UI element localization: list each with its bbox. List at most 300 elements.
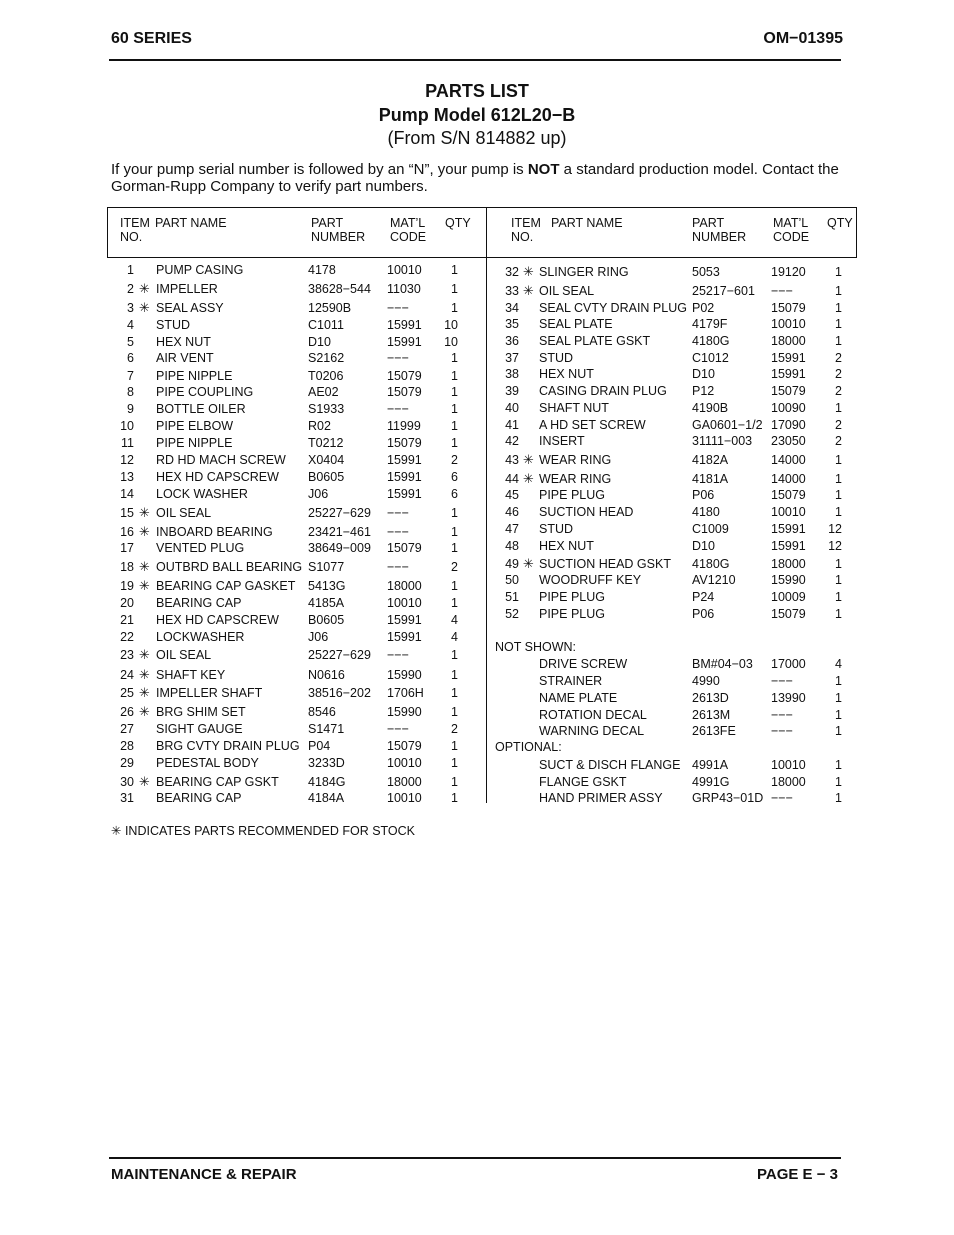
cell-name: HEX NUT [539, 539, 594, 553]
cell-qty: 1 [835, 573, 842, 587]
cell-item: 1 [127, 263, 134, 277]
cell-qty: 1 [451, 775, 458, 789]
cell-name: PIPE PLUG [539, 590, 605, 604]
cell-item: 27 [120, 722, 134, 736]
cell-qty: 2 [451, 560, 458, 574]
cell-code: 15990 [771, 573, 806, 587]
cell-name: HEX HD CAPSCREW [156, 613, 279, 627]
cell-code: 15991 [387, 453, 422, 467]
cell-name: SUCTION HEAD [539, 505, 634, 519]
cell-qty: 1 [451, 739, 458, 753]
cell-code: −−− [771, 724, 793, 738]
col-matl-code-right: MAT’L CODE [773, 216, 810, 244]
stock-note: ✳ INDICATES PARTS RECOMMENDED FOR STOCK [111, 824, 416, 838]
cell-qty: 1 [835, 334, 842, 348]
cell-item: 47 [505, 522, 519, 536]
cell-part: P04 [308, 739, 331, 753]
cell-part: D10 [692, 539, 715, 553]
cell-code: −−− [387, 648, 409, 662]
cell-qty: 1 [835, 758, 842, 772]
stock-star-icon: ✳ [139, 524, 150, 539]
cell-code: 13990 [771, 691, 806, 705]
cell-item: 24 [120, 668, 134, 682]
cell-part: 38628−544 [308, 282, 371, 296]
cell-name: HEX NUT [539, 367, 594, 381]
cell-code: 10090 [771, 401, 806, 415]
cell-code: 10009 [771, 590, 806, 604]
cell-code: 15991 [387, 470, 422, 484]
cell-item: 20 [120, 596, 134, 610]
cell-qty: 1 [835, 453, 842, 467]
cell-qty: 4 [451, 613, 458, 627]
cell-code: 15079 [771, 384, 806, 398]
cell-qty: 1 [451, 756, 458, 770]
cell-name: IMPELLER [156, 282, 218, 296]
cell-item: 3 [127, 301, 134, 315]
cell-qty: 1 [835, 505, 842, 519]
stock-star-icon: ✳ [139, 704, 150, 719]
cell-part: AE02 [308, 385, 339, 399]
cell-code: 17090 [771, 418, 806, 432]
cell-name: OIL SEAL [156, 648, 212, 662]
cell-name: STUD [156, 318, 191, 332]
cell-qty: 1 [835, 401, 842, 415]
cell-part: BM#04−03 [692, 657, 753, 671]
cell-name: SHAFT NUT [539, 401, 609, 415]
cell-qty: 2 [451, 453, 458, 467]
col-matl-code-left: MAT’L CODE [390, 216, 427, 244]
cell-code: 10010 [771, 758, 806, 772]
cell-code: −−− [387, 506, 409, 520]
stock-star-icon: ✳ [139, 281, 150, 296]
footer-rule [109, 1157, 841, 1159]
cell-part: P12 [692, 384, 715, 398]
cell-qty: 1 [835, 284, 842, 298]
col-part-number-left: PART NUMBER [311, 216, 366, 244]
cell-name: PIPE PLUG [539, 488, 605, 502]
cell-name: INBOARD BEARING [156, 525, 273, 539]
cell-name: PIPE NIPPLE [156, 369, 233, 383]
cell-code: 15079 [387, 369, 422, 383]
cell-code: 11030 [387, 282, 421, 296]
cell-part: 4185A [308, 596, 345, 610]
cell-name: ROTATION DECAL [539, 708, 647, 722]
cell-part: AV1210 [692, 573, 736, 587]
cell-qty: 1 [451, 525, 458, 539]
stock-star-icon: ✳ [139, 505, 150, 520]
cell-name: CASING DRAIN PLUG [539, 384, 667, 398]
cell-qty: 1 [451, 705, 458, 719]
cell-part: S1471 [308, 722, 345, 736]
cell-item: 17 [120, 541, 134, 555]
cell-code: 15991 [771, 522, 806, 536]
cell-item: 23 [120, 648, 134, 662]
cell-name: HAND PRIMER ASSY [539, 791, 663, 805]
cell-item: 52 [505, 607, 519, 621]
cell-qty: 1 [451, 596, 458, 610]
cell-name: INSERT [539, 434, 585, 448]
cell-code: −−− [387, 722, 409, 736]
stock-star-icon: ✳ [523, 264, 534, 279]
cell-name: STUD [539, 522, 574, 536]
cell-name: OIL SEAL [156, 506, 212, 520]
cell-code: 15079 [771, 488, 806, 502]
cell-item: 48 [505, 539, 519, 553]
cell-name: LOCKWASHER [156, 630, 245, 644]
cell-part: N0616 [308, 668, 345, 682]
cell-item: 34 [505, 301, 519, 315]
cell-item: 44 [505, 472, 519, 486]
optional-label: OPTIONAL: [495, 740, 562, 754]
cell-code: 18000 [771, 557, 806, 571]
cell-code: 10010 [387, 756, 422, 770]
cell-code: 15991 [387, 613, 422, 627]
cell-name: PIPE COUPLING [156, 385, 254, 399]
cell-part: GRP43−01D [692, 791, 764, 805]
cell-qty: 1 [835, 317, 842, 331]
cell-item: 7 [127, 369, 134, 383]
cell-code: 15991 [771, 367, 806, 381]
cell-code: −−− [387, 560, 409, 574]
cell-code: 15079 [387, 385, 422, 399]
header-divider [486, 207, 487, 258]
cell-part: C1011 [308, 318, 344, 332]
header-doc-number: OM−01395 [763, 30, 843, 47]
cell-qty: 4 [835, 657, 842, 671]
cell-part: 23421−461 [308, 525, 371, 539]
cell-qty: 1 [835, 691, 842, 705]
cell-part: 25217−601 [692, 284, 755, 298]
cell-name: BRG SHIM SET [156, 705, 246, 719]
cell-code: 15991 [387, 318, 422, 332]
cell-name: HEX HD CAPSCREW [156, 470, 279, 484]
cell-code: −−− [771, 284, 793, 298]
cell-code: −−− [387, 402, 409, 416]
cell-qty: 1 [835, 674, 842, 688]
cell-item: 51 [505, 590, 519, 604]
page-title: PARTS LIST [425, 81, 529, 101]
cell-qty: 1 [451, 351, 458, 365]
cell-item: 11 [121, 436, 134, 450]
cell-part: 38516−202 [308, 686, 371, 700]
cell-item: 43 [505, 453, 519, 467]
cell-item: 31 [120, 791, 134, 805]
cell-item: 37 [505, 351, 519, 365]
cell-part: 4990 [692, 674, 720, 688]
cell-qty: 10 [444, 335, 458, 349]
cell-qty: 1 [835, 791, 842, 805]
cell-name: SUCT & DISCH FLANGE [539, 758, 681, 772]
cell-part: 4179F [692, 317, 728, 331]
cell-code: 10010 [771, 505, 806, 519]
cell-code: 19120 [771, 265, 806, 279]
cell-part: S1933 [308, 402, 345, 416]
cell-name: LOCK WASHER [156, 487, 248, 501]
cell-part: R02 [308, 419, 331, 433]
footer-section: MAINTENANCE & REPAIR [111, 1166, 297, 1183]
stock-star-icon: ✳ [139, 300, 150, 315]
cell-part: 4991A [692, 758, 729, 772]
cell-code: 15991 [771, 351, 806, 365]
cell-part: 38649−009 [308, 541, 371, 555]
cell-qty: 1 [451, 402, 458, 416]
cell-code: 14000 [771, 453, 806, 467]
stock-star-icon: ✳ [523, 556, 534, 571]
cell-item: 36 [505, 334, 519, 348]
serial-range-title: (From S/N 814882 up) [387, 128, 567, 148]
cell-qty: 6 [451, 487, 458, 501]
cell-code: −−− [387, 351, 409, 365]
cell-qty: 12 [828, 522, 842, 536]
cell-item: 22 [120, 630, 134, 644]
cell-name: PIPE NIPPLE [156, 436, 233, 450]
stock-star-icon: ✳ [523, 471, 534, 486]
cell-part: P24 [692, 590, 715, 604]
cell-code: 14000 [771, 472, 806, 486]
cell-item: 4 [127, 318, 134, 332]
cell-part: C1009 [692, 522, 729, 536]
column-divider [486, 258, 487, 803]
cell-code: −−− [387, 525, 409, 539]
cell-qty: 1 [451, 579, 458, 593]
cell-part: 8546 [308, 705, 336, 719]
cell-qty: 1 [451, 436, 458, 450]
cell-part: B0605 [308, 613, 345, 627]
stock-star-icon: ✳ [139, 685, 150, 700]
cell-qty: 4 [451, 630, 458, 644]
stock-star-icon: ✳ [139, 559, 150, 574]
cell-name: SIGHT GAUGE [156, 722, 243, 736]
cell-qty: 1 [451, 686, 458, 700]
cell-item: 30 [120, 775, 134, 789]
cell-part: S1077 [308, 560, 345, 574]
cell-name: PEDESTAL BODY [156, 756, 259, 770]
cell-item: 13 [120, 470, 134, 484]
cell-part: 25227−629 [308, 648, 371, 662]
cell-item: 10 [120, 419, 134, 433]
col-item-right: ITEM NO. [511, 216, 541, 244]
cell-part: 4190B [692, 401, 729, 415]
cell-name: SEAL CVTY DRAIN PLUG [539, 301, 687, 315]
cell-name: RD HD MACH SCREW [156, 453, 286, 467]
cell-item: 14 [120, 487, 134, 501]
cell-qty: 1 [451, 668, 458, 682]
cell-part: X0404 [308, 453, 345, 467]
cell-qty: 6 [451, 470, 458, 484]
cell-item: 35 [505, 317, 519, 331]
cell-qty: 1 [451, 385, 458, 399]
cell-part: 12590B [308, 301, 352, 315]
cell-item: 33 [505, 284, 519, 298]
cell-name: SLINGER RING [539, 265, 629, 279]
cell-qty: 1 [451, 506, 458, 520]
cell-item: 5 [127, 335, 134, 349]
cell-part: P06 [692, 607, 715, 621]
cell-part: 4184A [308, 791, 345, 805]
cell-code: 15079 [387, 541, 422, 555]
cell-item: 32 [505, 265, 519, 279]
cell-code: −−− [771, 708, 793, 722]
cell-qty: 1 [451, 301, 458, 315]
cell-item: 40 [505, 401, 519, 415]
cell-code: 17000 [771, 657, 806, 671]
cell-qty: 10 [444, 318, 458, 332]
cell-code: 10010 [387, 596, 422, 610]
cell-name: BRG CVTY DRAIN PLUG [156, 739, 300, 753]
cell-qty: 1 [451, 541, 458, 555]
cell-part: 4181A [692, 472, 729, 486]
cell-part: 2613D [692, 691, 729, 705]
cell-part: 4991G [692, 775, 730, 789]
cell-name: PIPE PLUG [539, 607, 605, 621]
cell-item: 28 [120, 739, 134, 753]
parts-table-header [107, 207, 857, 258]
cell-code: 15079 [387, 436, 422, 450]
cell-name: PIPE ELBOW [156, 419, 234, 433]
cell-code: 15990 [387, 668, 422, 682]
cell-part: 25227−629 [308, 506, 371, 520]
cell-qty: 1 [451, 419, 458, 433]
cell-part: T0212 [308, 436, 344, 450]
cell-part: 4182A [692, 453, 729, 467]
cell-qty: 2 [835, 418, 842, 432]
cell-code: 1706H [387, 686, 424, 700]
header-series: 60 SERIES [111, 30, 192, 47]
cell-item: 45 [505, 488, 519, 502]
cell-code: 15991 [771, 539, 806, 553]
cell-qty: 1 [835, 488, 842, 502]
cell-item: 9 [127, 402, 134, 416]
cell-part: 2613M [692, 708, 731, 722]
col-qty-right: QTY [827, 216, 853, 230]
cell-item: 50 [505, 573, 519, 587]
cell-part: 3233D [308, 756, 345, 770]
cell-name: SUCTION HEAD GSKT [539, 557, 671, 571]
cell-part: 4180 [692, 505, 720, 519]
cell-part: 4180G [692, 334, 730, 348]
pump-model-title: Pump Model 612L20−B [378, 105, 576, 125]
col-qty-left: QTY [445, 216, 471, 230]
cell-code: 15079 [387, 739, 422, 753]
cell-qty: 12 [828, 539, 842, 553]
cell-name: SEAL PLATE GSKT [539, 334, 651, 348]
cell-name: SHAFT KEY [156, 668, 226, 682]
cell-item: 39 [505, 384, 519, 398]
cell-code: 15079 [771, 607, 806, 621]
cell-part: 2613FE [692, 724, 736, 738]
cell-code: 15990 [387, 705, 422, 719]
not-shown-label: NOT SHOWN: [495, 640, 577, 654]
cell-qty: 1 [835, 472, 842, 486]
cell-part: 31111−003 [692, 434, 753, 448]
cell-qty: 1 [451, 369, 458, 383]
cell-qty: 1 [835, 724, 842, 738]
cell-name: DRIVE SCREW [539, 657, 628, 671]
cell-part: 5053 [692, 265, 720, 279]
cell-code: 18000 [771, 334, 806, 348]
cell-name: WARNING DECAL [539, 724, 645, 738]
cell-part: T0206 [308, 369, 344, 383]
cell-name: NAME PLATE [539, 691, 618, 705]
footer-page-number: PAGE E − 3 [756, 1166, 838, 1183]
cell-code: 15991 [387, 335, 422, 349]
cell-code: −−− [771, 791, 793, 805]
cell-code: 15991 [387, 630, 422, 644]
stock-star-icon: ✳ [523, 283, 534, 298]
cell-code: 10010 [387, 791, 422, 805]
cell-qty: 2 [835, 434, 842, 448]
header-rule [109, 59, 841, 61]
cell-qty: 2 [835, 351, 842, 365]
cell-item: 42 [505, 434, 519, 448]
cell-name: HEX NUT [156, 335, 211, 349]
stock-star-icon: ✳ [523, 452, 534, 467]
cell-item: 29 [120, 756, 134, 770]
intro-paragraph: If your pump serial number is followed by an “N”, your pump is NOT a standard production model. Contact the Gorman-Rupp Company to verify part numbers. [111, 161, 839, 195]
cell-item: 41 [505, 418, 519, 432]
cell-item: 25 [120, 686, 134, 700]
cell-item: 38 [505, 367, 519, 381]
cell-part: B0605 [308, 470, 345, 484]
cell-item: 12 [120, 453, 134, 467]
cell-name: STRAINER [539, 674, 603, 688]
cell-item: 49 [505, 557, 519, 571]
cell-part: J06 [308, 630, 329, 644]
cell-part: C1012 [692, 351, 729, 365]
cell-name: IMPELLER SHAFT [156, 686, 263, 700]
cell-item: 26 [120, 705, 134, 719]
cell-part: J06 [308, 487, 329, 501]
cell-code: 11999 [387, 419, 421, 433]
cell-item: 16 [120, 525, 134, 539]
cell-name: AIR VENT [156, 351, 214, 365]
stock-star-icon: ✳ [139, 578, 150, 593]
cell-name: BOTTLE OILER [156, 402, 246, 416]
cell-code: 15991 [387, 487, 422, 501]
cell-qty: 1 [835, 590, 842, 604]
cell-item: 15 [120, 506, 134, 520]
intro-emphasis: NOT [527, 161, 560, 178]
cell-qty: 1 [451, 791, 458, 805]
cell-name: BEARING CAP GASKET [156, 579, 296, 593]
cell-part: 4180G [692, 557, 730, 571]
cell-name: SEAL PLATE [539, 317, 613, 331]
col-part-name-right: PART NAME [551, 216, 623, 230]
cell-qty: 1 [835, 265, 842, 279]
cell-name: PUMP CASING [156, 263, 244, 277]
cell-part: D10 [308, 335, 331, 349]
cell-qty: 1 [835, 607, 842, 621]
cell-part: 4178 [308, 263, 336, 277]
cell-code: 10010 [387, 263, 422, 277]
stock-star-icon: ✳ [139, 667, 150, 682]
stock-star-icon: ✳ [139, 647, 150, 662]
cell-part: P02 [692, 301, 715, 315]
cell-qty: 1 [835, 557, 842, 571]
cell-name: SEAL ASSY [156, 301, 224, 315]
cell-qty: 1 [451, 648, 458, 662]
cell-item: 6 [127, 351, 134, 365]
cell-name: OUTBRD BALL BEARING [156, 560, 303, 574]
cell-item: 8 [127, 385, 134, 399]
col-part-number-right: PART NUMBER [692, 216, 747, 244]
cell-item: 2 [127, 282, 134, 296]
col-part-name-left: PART NAME [155, 216, 227, 230]
cell-code: 18000 [387, 579, 422, 593]
cell-name: VENTED PLUG [156, 541, 245, 555]
cell-code: −−− [387, 301, 409, 315]
cell-qty: 1 [451, 263, 458, 277]
